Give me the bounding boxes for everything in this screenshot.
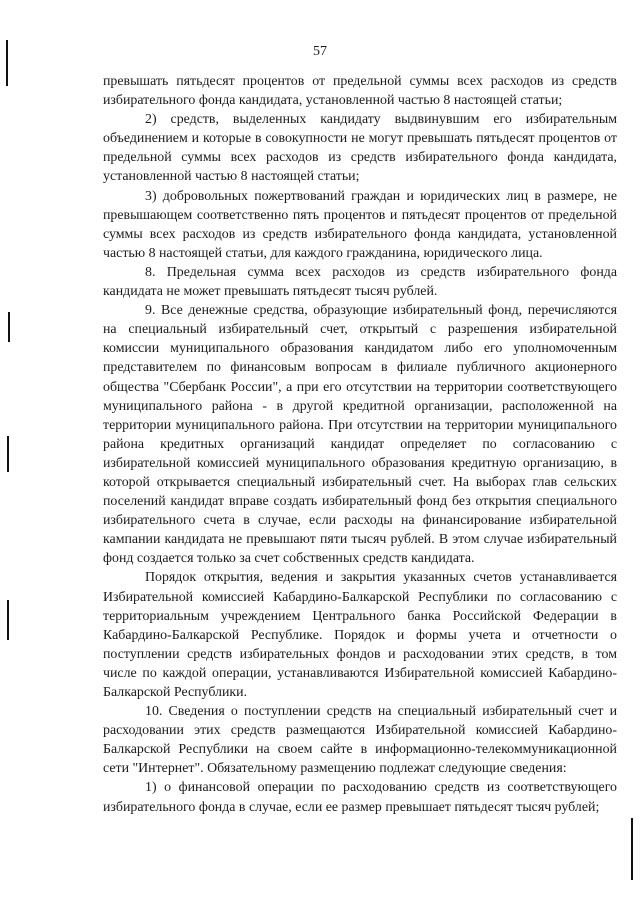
paragraph: 9. Все денежные средства, образующие избирательный фонд, перечисляются на специальный избирательный счет, открытый с разрешения избирательной комиссии муниципального образования кандидатом либо его уполномоченным представителем по финансовым вопросам в филиале публичного акционерного общества "Сбербанк России", а при его отсутствии на территории соответствующего муниципального района - в другой кредитной организации, расположенной на территории муниципального района. При отсутствии на территории муниципального района кредитных организаций кандидат определяет по согласованию с избирательной комиссией муниципального образования кредитную организацию, в которой открывается специальный избирательный счет. На выборах глав сельских поселений кандидат вправе создать избирательный фонд без открытия специального избирательного счета в случае, если расходы на финансирование избирательной кампании кандидата не превышают пяти тысяч рублей. В этом случае избирательный фонд создается только за счет собственных средств кандидата.: [103, 303, 617, 567]
paragraph: Порядок открытия, ведения и закрытия указанных счетов устанавливается Избирательной комиссией Кабардино-Балкарской Республики по согласованию с территориальным учреждением Центрального банка Российской Федерации в Кабардино-Балкарской Республике. Порядок и формы учета и отчетности о поступлении средств избирательных фондов и расходовании этих средств, в том числе по каждой операции, устанавливаются Избирательной комиссией Кабардино-Балкарской Республики.: [103, 570, 617, 700]
scan-edge-mark: [7, 436, 9, 472]
paragraph: 1) о финансовой операции по расходованию средств из соответствующего избирательного фонда в случае, если ее размер превышает пятьдесят тысяч рублей;: [103, 780, 617, 815]
paragraph: 8. Предельная сумма всех расходов из средств избирательного фонда кандидата не может превышать пятьдесят тысяч рублей.: [103, 264, 617, 300]
paragraph: 2) средств, выделенных кандидату выдвинувшим его избирательным объединением и которые в совокупности не могут превышать пятьдесят процентов от предельной суммы всех расходов из средств избирательного фонда кандидата, установленной частью 8 настоящей статьи;: [103, 112, 617, 185]
scan-edge-mark: [631, 818, 633, 880]
paragraph: 10. Сведения о поступлении средств на специальный избирательный счет и расходовании этих средств размещаются Избирательной комиссией Кабардино-Балкарской Республики на своем сайте в информационно-телекоммуникационной сети "Интернет". Обязательному размещению подлежат следующие сведения:: [103, 704, 617, 777]
scan-edge-mark: [7, 600, 9, 640]
page-number: 57: [313, 44, 327, 59]
paragraph: 3) добровольных пожертвований граждан и юридических лиц в размере, не превышающем соответственно пять процентов и пятьдесят процентов от предельной суммы всех расходов из средств избирательного фонда кандидата, установленной частью 8 настоящей статьи, для каждого гражданина, юридического лица.: [103, 188, 617, 261]
paragraph: превышать пятьдесят процентов от предельной суммы всех расходов из средств избирательного фонда кандидата, установленной частью 8 настоящей статьи;: [103, 74, 617, 109]
scan-edge-mark: [8, 312, 10, 342]
document-body: [103, 72, 617, 817]
